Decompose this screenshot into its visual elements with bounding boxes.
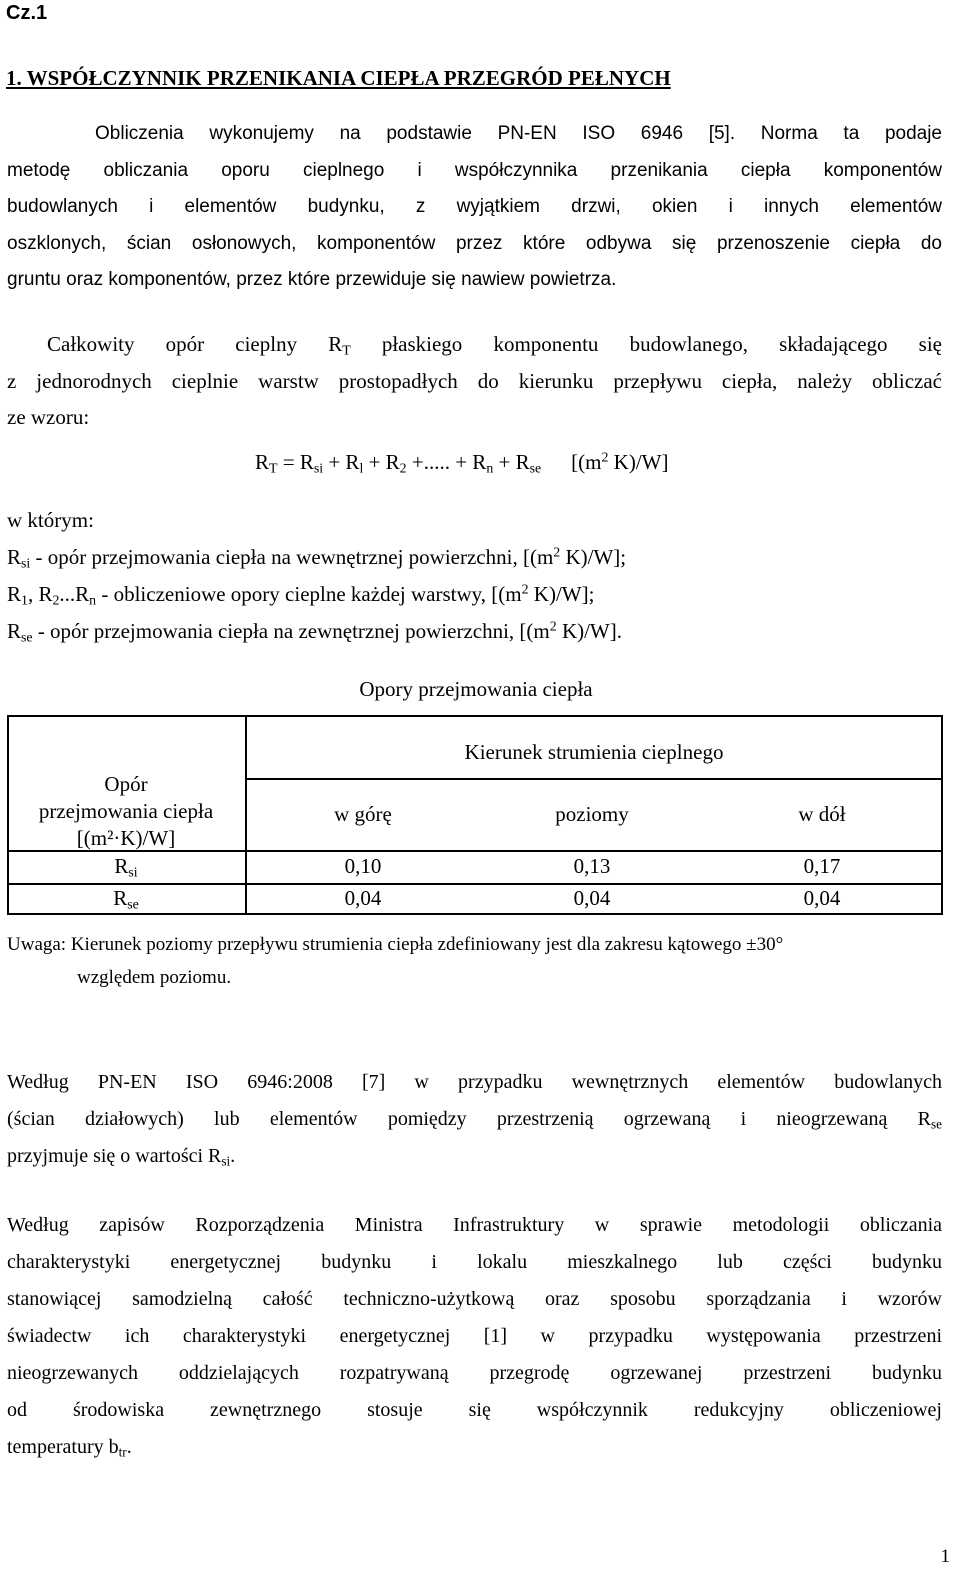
total-resistance-line-1: Całkowity opór cieplny $R_T$ płaskiego komponentu budowlanego, składającego się [47, 332, 942, 358]
regulation-line-6: od środowiska zewnętrznego stosuje się współczynnik redukcyjny obliczeniowej [7, 1399, 942, 1421]
formula-unit: [($m^2$ K)/W] [571, 449, 669, 474]
column-header-horizontal: poziomy [555, 802, 629, 826]
total-resistance-line-3: ze wzoru: [7, 405, 90, 429]
table-row-header: Opór przejmowania ciepła [(m²·K)/W] [38, 772, 214, 850]
symbol-definitions [7, 502, 626, 650]
intro-line-3: budowlanych i elementów budynku, z wyjątkiem drzwi, okien i innych elementów [7, 196, 942, 217]
total-resistance-line-2: z jednorodnych cieplnie warstw prostopadłych do kierunku przepływu ciepła, należy obliczać [7, 368, 942, 393]
surface-resistance-table [7, 715, 943, 915]
section-heading: 1. WSPÓŁCZYNNIK PRZENIKANIA CIEPŁA PRZEGRÓD PEŁNYCH [6, 66, 671, 90]
section-code: Cz.1 [6, 2, 48, 24]
iso-line-3: przyjmuje się o wartości $R_{si}$. [7, 1145, 236, 1169]
rse-value-up: 0,04 [344, 886, 382, 910]
definition-rse: $R_{se}$ - opór przejmowania ciepła na zewnętrznej powierzchni, [($m^2$ K)/W]. [7, 618, 622, 645]
definitions-intro: w którym: [7, 508, 94, 532]
note-line-1: Uwaga: Kierunek poziomy przepływu strumienia ciepła zdefiniowany jest dla zakresu kątowego ±30° [7, 934, 784, 955]
table-note [7, 928, 783, 994]
table-border-right [941, 715, 943, 915]
table-border-top [7, 715, 943, 717]
intro-paragraph [7, 116, 942, 299]
rse-value-horizontal: 0,04 [573, 886, 611, 910]
rsi-value-down: 0,17 [803, 854, 841, 878]
definition-rsi: $R_{si}$ - opór przejmowania ciepła na wewnętrznej powierzchni, [($m^2$ K)/W]; [7, 544, 627, 571]
regulation-line-5: nieogrzewanych oddzielających rozpatrywaną przegrodę ogrzewanej przestrzeni budynku [7, 1362, 942, 1384]
iso-line-2: (ścian działowych) lub elementów pomiędzy przestrzenią ogrzewaną i nieogrzewaną $R_{se}$ [7, 1108, 942, 1132]
definition-rn: $R_1$, $R_2...R_n$ - obliczeniowe opory cieplne każdej warstwy, [($m^2$ K)/W]; [7, 581, 595, 608]
intro-line-2: metodę obliczania oporu cieplnego i współczynnika przenikania ciepła komponentów [7, 159, 942, 181]
table-group-divider [245, 778, 943, 780]
total-resistance-paragraph [7, 326, 942, 436]
note-line-2: względem poziomu. [77, 967, 232, 988]
intro-line-1: Obliczenia wykonujemy na podstawie PN-EN ISO 6946 [5]. Norma ta podaje [95, 123, 942, 144]
iso-line-1: Według PN-EN ISO 6946:2008 [7] w przypadku wewnętrznych elementów budowlanych [7, 1071, 942, 1093]
regulation-line-3: stanowiącej samodzielną całość techniczno-użytkową oraz sposobu sporządzania i wzorów [7, 1288, 942, 1310]
row-label-rsi: $R_{si}$ [114, 854, 138, 880]
page-number: 1 [940, 1546, 950, 1567]
column-header-up: w górę [334, 802, 392, 826]
total-resistance-formula: $R_T = R_{si} + R_l + R_2$ +..... + $R_n + R_{se}$ [($m^2$ K)/W] [255, 449, 669, 476]
regulation-line-1: Według zapisów Rozporządzenia Ministra Infrastruktury w sprawie metodologii obliczania [7, 1214, 942, 1236]
column-header-down: w dół [798, 802, 846, 826]
iso-paragraph [7, 1064, 942, 1175]
rse-value-down: 0,04 [803, 886, 841, 910]
table-title: Opory przejmowania ciepła [359, 677, 593, 701]
regulation-line-7: temperatury $b_{tr}$. [7, 1436, 132, 1460]
intro-line-5: gruntu oraz komponentów, przez które przewiduje się nawiew powietrza. [7, 269, 617, 290]
intro-line-4: oszklonych, ścian osłonowych, komponentów przez które odbywa się przenoszenie ciepła do [7, 232, 942, 254]
regulation-paragraph [7, 1207, 942, 1466]
regulation-line-2: charakterystyki energetycznej budynku i lokalu mieszkalnego lub części budynku [7, 1251, 942, 1273]
rsi-value-up: 0,10 [344, 854, 382, 878]
row-label-rse: $R_{se}$ [113, 886, 139, 912]
table-border-bottom [7, 913, 943, 915]
rsi-value-horizontal: 0,13 [573, 854, 611, 878]
regulation-line-4: świadectw ich charakterystyki energetycznej [1] w przypadku występowania przestrzeni [7, 1325, 942, 1347]
table-group-header: Kierunek strumienia cieplnego [464, 740, 724, 764]
